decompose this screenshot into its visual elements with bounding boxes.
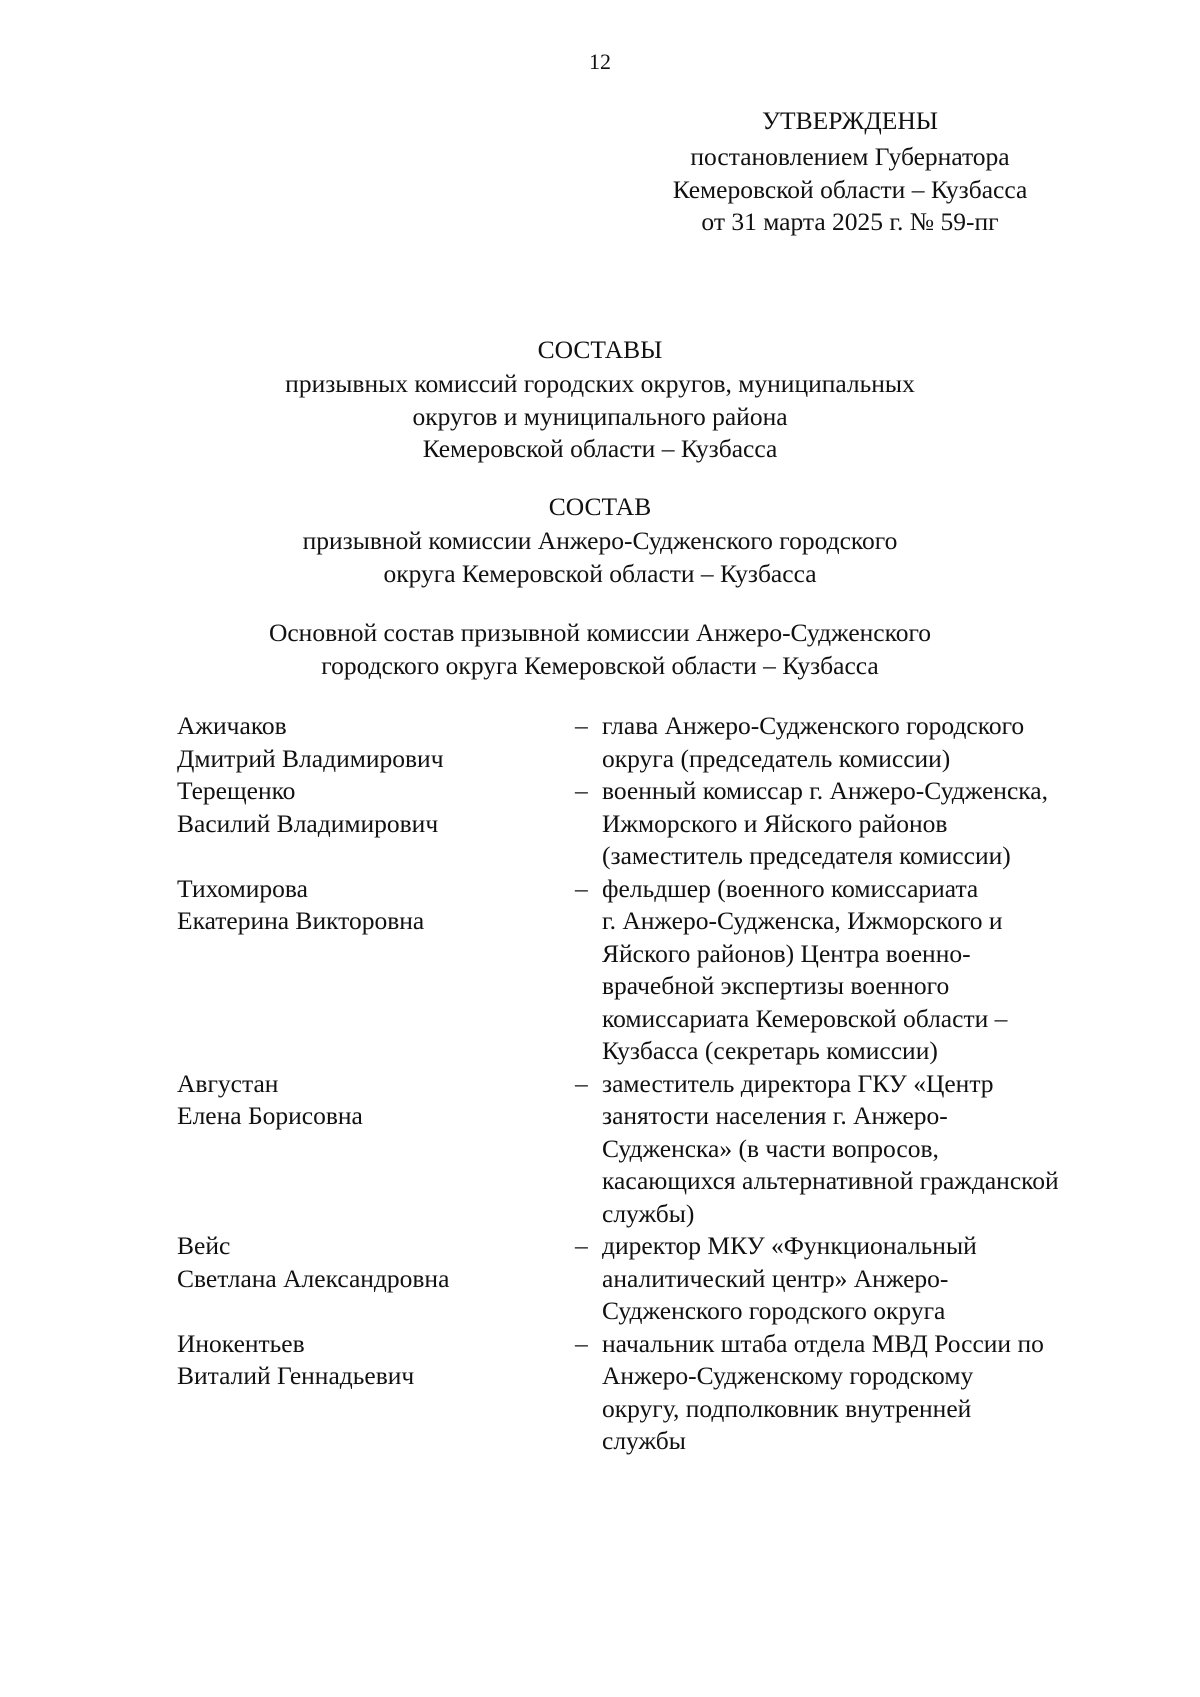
member-role-line: военный комиссар г. Анжеро-Судженска,	[602, 776, 1048, 805]
member-role-line: службы)	[602, 1198, 695, 1228]
member-role	[602, 775, 1122, 873]
members-list	[0, 710, 1200, 1458]
member-dash: –	[575, 1328, 588, 1358]
member-role-line: Судженска» (в части вопросов,	[602, 1133, 939, 1163]
member-dash: –	[575, 711, 588, 740]
member-name	[177, 710, 575, 775]
member-given-name: Елена Борисовна	[177, 1101, 363, 1130]
sub-heading-title: СОСТАВ	[548, 492, 652, 521]
member-surname: Инокентьев	[177, 1328, 305, 1358]
member-given-name: Дмитрий Владимирович	[177, 743, 444, 773]
approval-title: УТВЕРЖДЕНЫ	[762, 106, 938, 135]
member-name	[177, 873, 575, 1068]
sub-heading	[0, 491, 1200, 590]
member-role-line: округа (председатель комиссии)	[602, 743, 951, 773]
member-role-line: аналитический центр» Анжеро-	[602, 1263, 949, 1293]
member-role-line: Кузбасса (секретарь комиссии)	[602, 1036, 938, 1065]
member-role-line: занятости населения г. Анжеро-	[602, 1101, 948, 1130]
sub-heading-line: округа Кемеровской области – Кузбасса	[383, 558, 817, 588]
member-role-line: (заместитель председателя комиссии)	[602, 841, 1011, 870]
member-row	[0, 1230, 1200, 1328]
member-given-name: Екатерина Викторовна	[177, 906, 425, 935]
member-role-line: Яйского районов) Центра военно-	[602, 938, 971, 968]
member-role-line: врачебной экспертизы военного	[602, 971, 950, 1000]
member-surname: Вейс	[177, 1231, 231, 1260]
member-role-line: Ижморского и Яйского районов	[602, 808, 948, 838]
member-row	[0, 873, 1200, 1068]
member-dash: –	[575, 1068, 588, 1098]
member-role-line: директор МКУ «Функциональный	[602, 1231, 977, 1260]
main-heading-line: Кемеровской области – Кузбасса	[422, 434, 778, 463]
sub-heading-line: призывной комиссии Анжеро-Судженского городского	[302, 526, 898, 555]
member-role-line: начальник штаба отдела МВД России по	[602, 1328, 1044, 1358]
member-given-name: Василий Владимирович	[177, 808, 439, 838]
member-name	[177, 775, 575, 873]
main-heading-title: СОСТАВЫ	[537, 335, 663, 364]
member-role	[602, 1068, 1122, 1231]
member-role	[602, 710, 1122, 775]
member-name	[177, 1068, 575, 1231]
member-role-line: службы	[602, 1426, 686, 1455]
page-number: 12	[589, 49, 611, 74]
approval-stamp	[640, 105, 1060, 239]
member-dash: –	[575, 1231, 588, 1260]
main-heading-line: округов и муниципального района	[412, 401, 788, 431]
main-heading	[0, 334, 1200, 466]
section-heading-line: Основной состав призывной комиссии Анжеро-Судженского	[268, 618, 932, 647]
approval-line: Кемеровской области – Кузбасса	[672, 174, 1028, 204]
approval-line: от 31 марта 2025 г. № 59-пг	[701, 207, 999, 236]
member-role-line: Анжеро-Судженскому городскому	[602, 1361, 974, 1390]
member-row	[0, 710, 1200, 775]
main-heading-line: призывных комиссий городских округов, муниципальных	[285, 369, 915, 398]
member-surname: Тихомирова	[177, 873, 308, 903]
member-surname: Ажичаков	[177, 711, 287, 740]
member-given-name: Светлана Александровна	[177, 1263, 450, 1293]
approval-line: постановлением Губернатора	[690, 142, 1010, 171]
member-role-line: фельдшер (военного комиссариата	[602, 873, 979, 903]
member-role-line: Судженского городского округа	[602, 1296, 946, 1325]
member-name	[177, 1328, 575, 1458]
member-row	[0, 775, 1200, 873]
member-role	[602, 873, 1122, 1068]
member-role	[602, 1230, 1122, 1328]
member-role-line: касающихся альтернативной гражданской	[602, 1166, 1059, 1195]
member-surname: Августан	[177, 1068, 279, 1098]
member-role-line: глава Анжеро-Судженского городского	[602, 711, 1025, 740]
member-name	[177, 1230, 575, 1328]
member-given-name: Виталий Геннадьевич	[177, 1361, 415, 1390]
member-role-line: округу, подполковник внутренней	[602, 1393, 972, 1423]
member-surname: Терещенко	[177, 776, 296, 805]
member-role-line: комиссариата Кемеровской области –	[602, 1003, 1008, 1033]
member-dash: –	[575, 873, 588, 903]
member-role-line: г. Анжеро-Судженска, Ижморского и	[602, 906, 1003, 935]
member-row	[0, 1068, 1200, 1231]
member-role	[602, 1328, 1122, 1458]
section-heading-line: городского округа Кемеровской области – Кузбасса	[321, 650, 879, 680]
member-role-line: заместитель директора ГКУ «Центр	[602, 1068, 994, 1098]
member-dash: –	[575, 776, 588, 805]
section-heading	[0, 617, 1200, 682]
member-row	[0, 1328, 1200, 1458]
